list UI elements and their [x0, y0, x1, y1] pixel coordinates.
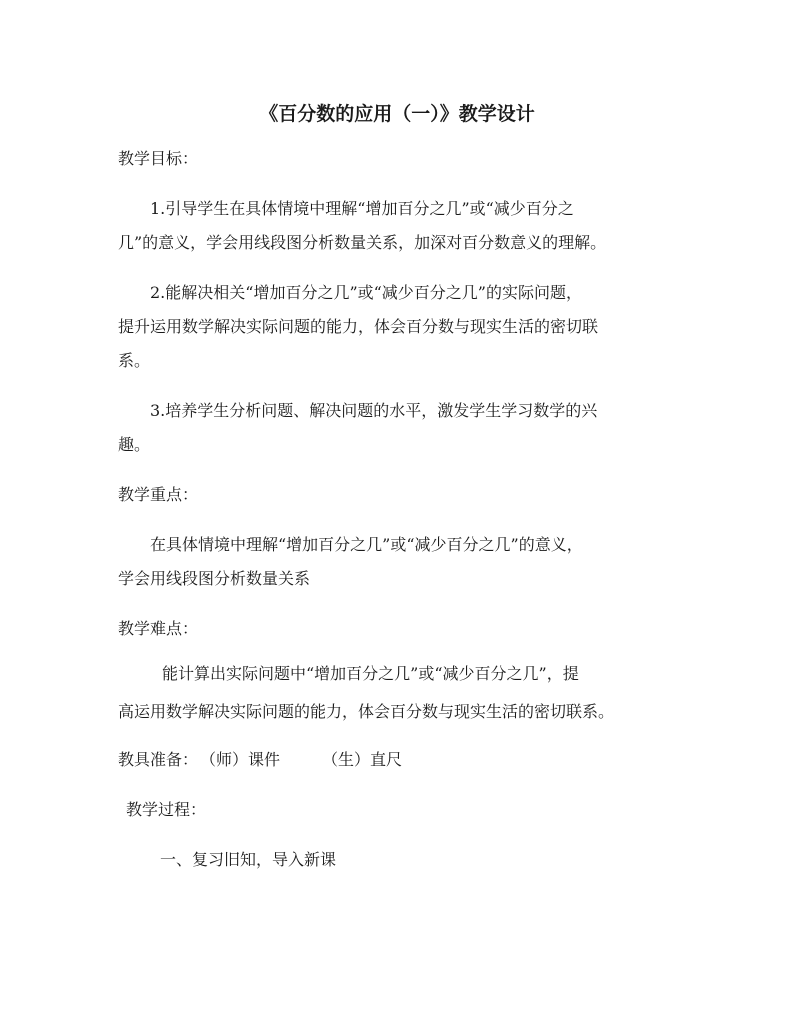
difficulty-line-1: 能计算出实际问题中“增加百分之几”或“减少百分之几”，提 [162, 664, 579, 683]
key-points-heading: 教学重点： [118, 485, 199, 504]
objective-2-line-1: 2.能解决相关“增加百分之几”或“减少百分之几”的实际问题， [150, 283, 582, 302]
difficulty-heading: 教学难点： [118, 619, 199, 638]
objectives-heading: 教学目标： [118, 149, 199, 168]
objective-1-line-1: 1.引导学生在具体情境中理解“增加百分之几”或“减少百分之 [150, 199, 574, 218]
objective-2-line-3: 系。 [118, 351, 151, 370]
process-heading: 教学过程： [126, 800, 207, 819]
objective-3-line-2: 趣。 [118, 435, 151, 454]
objective-2-line-2: 提升运用数学解决实际问题的能力，体会百分数与现实生活的密切联 [118, 317, 599, 336]
section-1-heading: 一、复习旧知，导入新课 [160, 850, 337, 869]
key-points-line-1: 在具体情境中理解“增加百分之几”或“减少百分之几”的意义， [150, 535, 583, 554]
difficulty-line-2: 高运用数学解决实际问题的能力，体会百分数与现实生活的密切联系。 [118, 702, 615, 721]
document-title: 《百分数的应用（一）》教学设计 [259, 103, 535, 125]
tools-teacher: （师）课件 [200, 750, 281, 769]
tools-student: （生）直尺 [322, 750, 403, 769]
objective-3-line-1: 3.培养学生分析问题、解决问题的水平，激发学生学习数学的兴 [150, 401, 598, 420]
key-points-line-2: 学会用线段图分析数量关系 [118, 569, 311, 588]
objective-1-line-2: 几”的意义，学会用线段图分析数量关系，加深对百分数意义的理解。 [118, 233, 607, 252]
tools-label: 教具准备： [118, 750, 199, 769]
